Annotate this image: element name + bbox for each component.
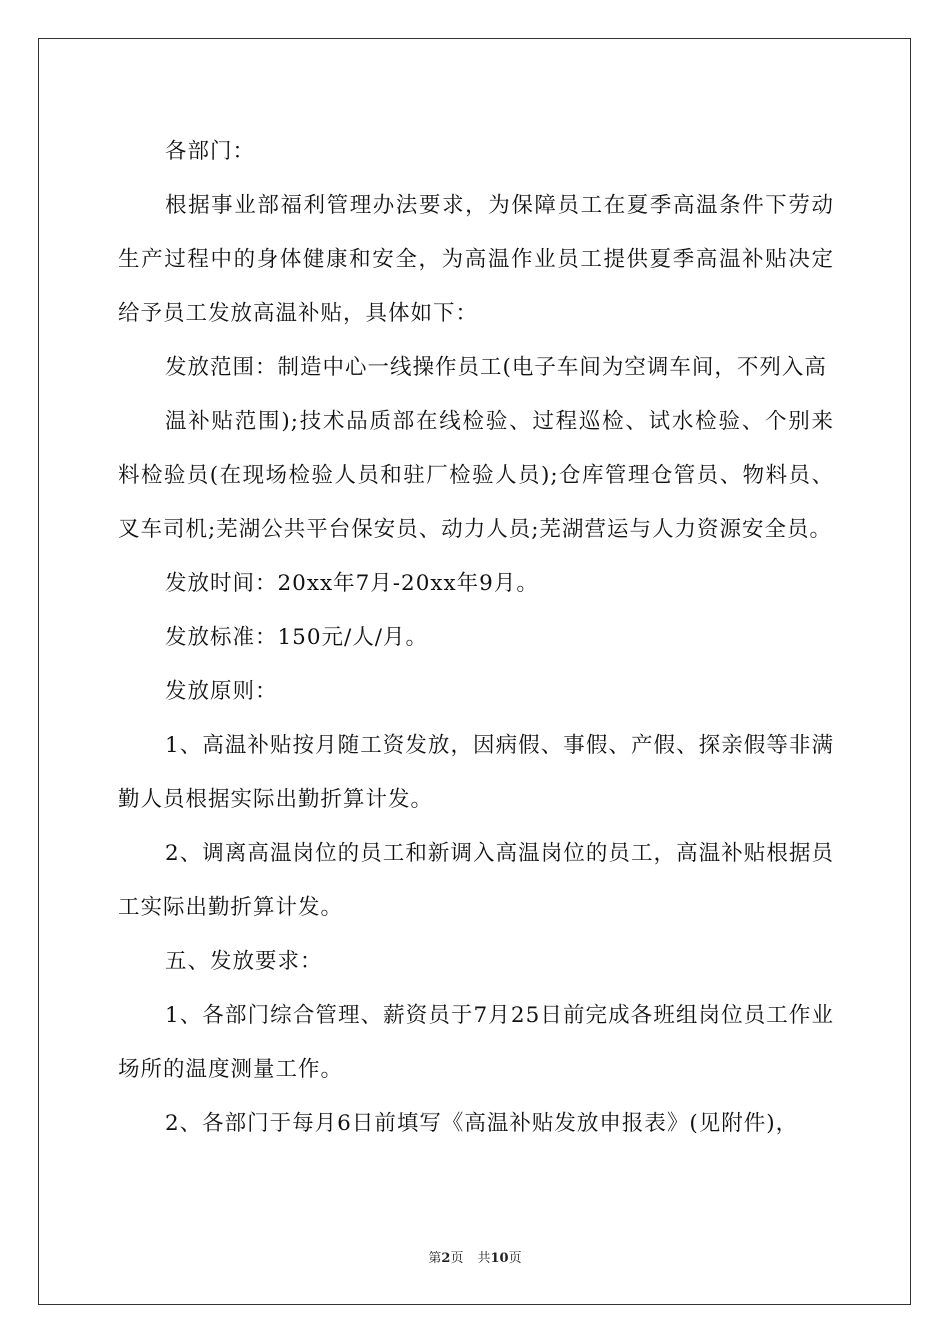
standard-paragraph: 发放标准：150元/人/月。 (165, 625, 429, 650)
intro-paragraph: 根据事业部福利管理办法要求，为保障员工在夏季高温条件下劳动生产过程中的身体健康和安全，为高温作业员工提供夏季高温补贴决定给予员工发放高温补贴，具体如下： (118, 193, 834, 326)
footer-total-suffix: 页 (508, 1251, 522, 1266)
scope-paragraph: 发放范围：制造中心一线操作员工(电子车间为空调车间，不列入高 (165, 355, 827, 380)
footer-page-prefix: 第 (428, 1251, 442, 1266)
time-paragraph: 发放时间：20xx年7月-20xx年9月。 (165, 571, 539, 596)
footer-page-suffix: 页 (450, 1251, 464, 1266)
requirements-heading: 五、发放要求： (165, 949, 323, 974)
principle-heading: 发放原则： (165, 679, 278, 704)
footer-total-prefix: 共 (477, 1251, 491, 1266)
salutation: 各部门： (165, 139, 256, 164)
footer-total-pages: 10 (490, 1251, 509, 1266)
requirement-item-2: 2、各部门于每月6日前填写《高温补贴发放申报表》(见附件)， (165, 1111, 799, 1136)
scope-continued-paragraph: 温补贴范围);技术品质部在线检验、过程巡检、试水检验、个别来料检验员(在现场检验人员和驻厂检验人员);仓库管理仓管员、物料员、叉车司机;芜湖公共平台保安员、动力人员;芜湖营运与人力资源安全员。 (118, 409, 834, 542)
principle-item-1: 1、高温补贴按月随工资发放，因病假、事假、产假、探亲假等非满勤人员根据实际出勤折算计发。 (118, 733, 834, 812)
document-body (118, 125, 834, 1151)
footer-page-current: 2 (441, 1251, 451, 1266)
requirement-item-1: 1、各部门综合管理、薪资员于7月25日前完成各班组岗位员工作业场所的温度测量工作。 (118, 1003, 834, 1082)
page-footer (0, 1247, 950, 1266)
principle-item-2: 2、调离高温岗位的员工和新调入高温岗位的员工，高温补贴根据员工实际出勤折算计发。 (118, 841, 834, 920)
